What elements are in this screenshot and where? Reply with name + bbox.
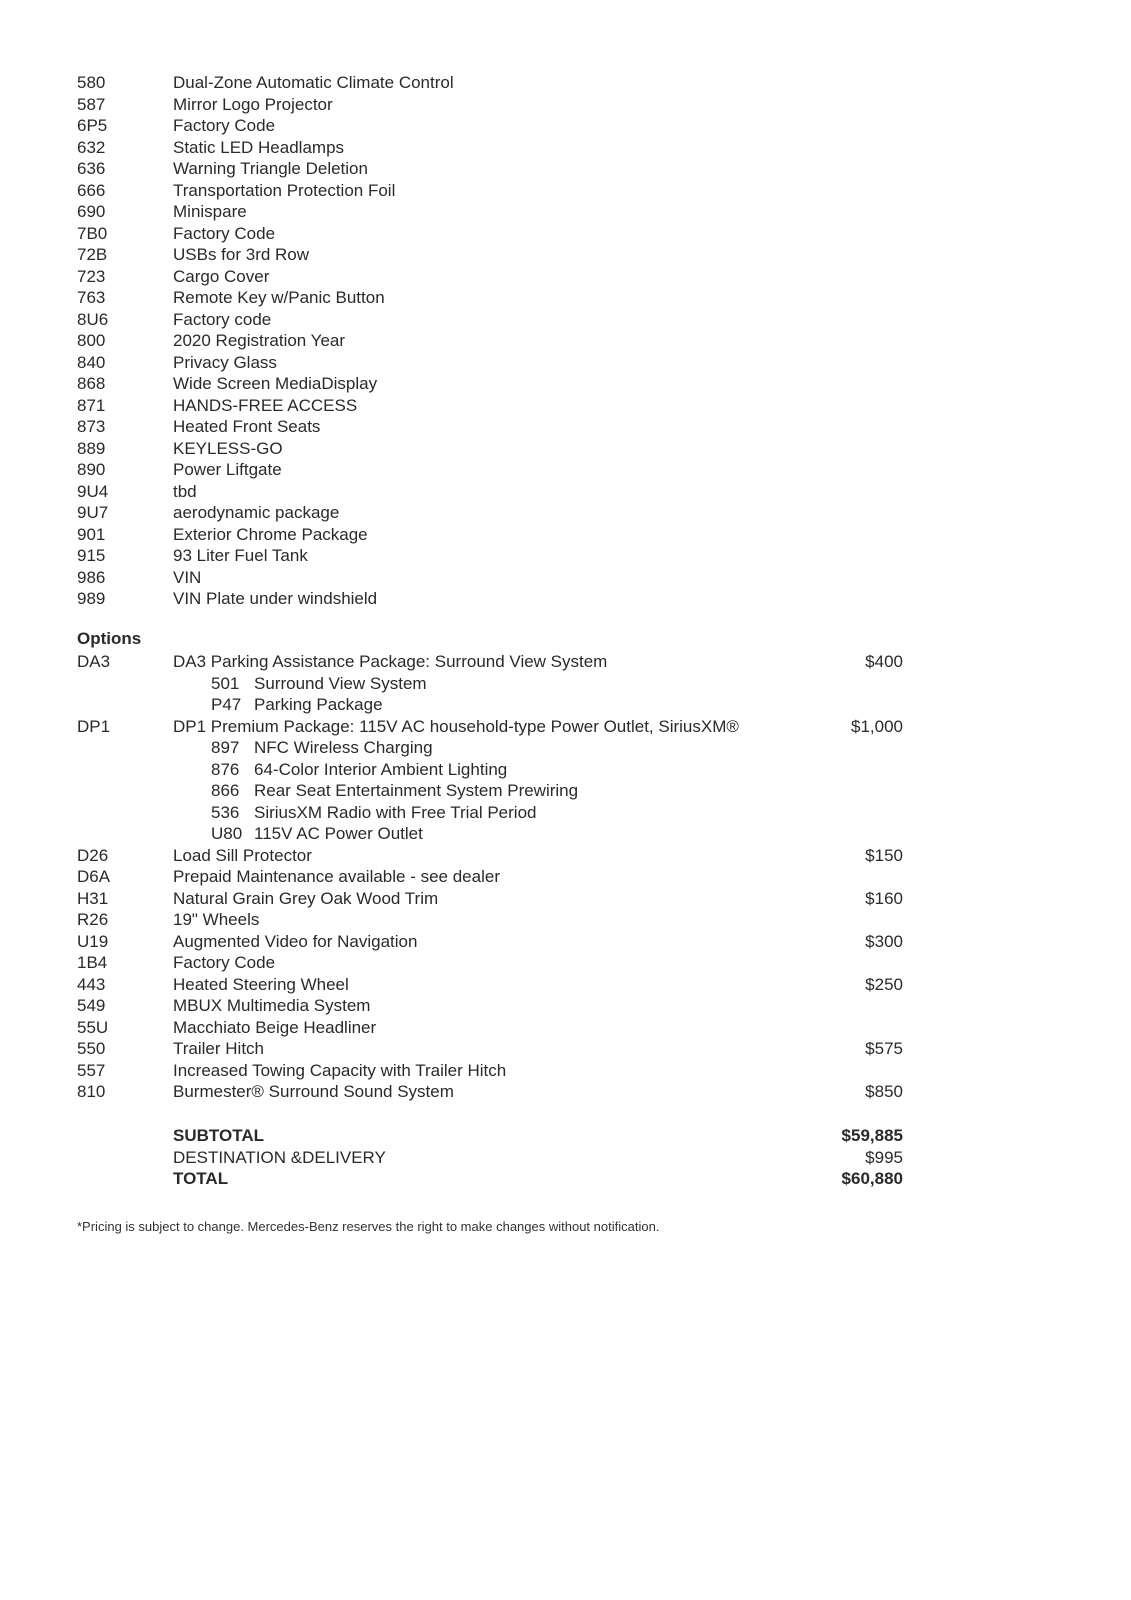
equipment-row xyxy=(0,395,1131,417)
package-sub-item-code: 897 xyxy=(211,738,240,757)
equipment-row xyxy=(0,438,1131,460)
option-row xyxy=(0,888,1131,910)
equipment-code: 889 xyxy=(77,438,106,458)
equipment-code: 723 xyxy=(77,266,106,286)
option-code: 810 xyxy=(77,1082,106,1101)
package-sub-item-description: Parking Package xyxy=(254,695,383,714)
equipment-row xyxy=(0,137,1131,159)
option-description: DP1 Premium Package: 115V AC household-type Power Outlet, SiriusXM® xyxy=(173,716,739,736)
equipment-row xyxy=(0,94,1131,116)
package-sub-item-code: U80 xyxy=(211,824,243,843)
equipment-code: 873 xyxy=(77,417,106,436)
equipment-code: 986 xyxy=(77,567,106,587)
option-code: 550 xyxy=(77,1039,106,1058)
equipment-code: 763 xyxy=(77,288,106,307)
option-row xyxy=(0,1060,1131,1082)
package-sub-item-row xyxy=(0,737,1131,759)
equipment-description: HANDS-FREE ACCESS xyxy=(173,395,358,415)
equipment-code: 8U6 xyxy=(77,309,109,329)
package-sub-item-row xyxy=(0,673,1131,695)
equipment-description: Mirror Logo Projector xyxy=(173,94,333,114)
option-row xyxy=(0,1038,1131,1060)
option-row xyxy=(0,995,1131,1017)
equipment-code: 9U4 xyxy=(77,481,109,501)
equipment-row xyxy=(0,158,1131,180)
equipment-description: Wide Screen MediaDisplay xyxy=(173,374,378,393)
option-row xyxy=(0,1017,1131,1039)
equipment-row xyxy=(0,416,1131,438)
option-code: H31 xyxy=(77,888,109,908)
equipment-row xyxy=(0,201,1131,223)
totals-row xyxy=(0,1168,1131,1190)
equipment-description: Minispare xyxy=(173,202,247,221)
totals-value: $59,885 xyxy=(841,1126,903,1145)
option-code: DP1 xyxy=(77,716,111,736)
option-description: Trailer Hitch xyxy=(173,1039,264,1058)
equipment-description: Remote Key w/Panic Button xyxy=(173,288,385,307)
package-sub-item-code: 866 xyxy=(211,781,240,800)
equipment-row xyxy=(0,588,1131,610)
option-row xyxy=(0,845,1131,867)
package-sub-item-row xyxy=(0,759,1131,781)
package-sub-item-description: Surround View System xyxy=(254,673,427,693)
option-price: $400 xyxy=(865,652,903,671)
option-code: 1B4 xyxy=(77,953,108,972)
equipment-row xyxy=(0,545,1131,567)
equipment-code: 871 xyxy=(77,395,106,415)
option-row xyxy=(0,909,1131,931)
equipment-description: Exterior Chrome Package xyxy=(173,524,368,544)
option-description: Factory Code xyxy=(173,953,276,972)
equipment-description: tbd xyxy=(173,481,197,501)
equipment-description: Transportation Protection Foil xyxy=(173,180,396,200)
equipment-code: 666 xyxy=(77,180,106,200)
totals-value: $995 xyxy=(865,1147,903,1167)
package-sub-item-row xyxy=(0,823,1131,845)
package-sub-item-row xyxy=(0,802,1131,824)
totals-label: DESTINATION &DELIVERY xyxy=(173,1147,386,1167)
equipment-row xyxy=(0,244,1131,266)
equipment-code: 840 xyxy=(77,352,106,372)
option-description: Increased Towing Capacity with Trailer Hitch xyxy=(173,1060,507,1080)
option-price: $150 xyxy=(865,845,903,865)
option-price: $250 xyxy=(865,974,903,994)
equipment-description: Warning Triangle Deletion xyxy=(173,159,368,178)
equipment-code: 890 xyxy=(77,460,106,479)
equipment-description: KEYLESS-GO xyxy=(173,438,283,458)
equipment-row xyxy=(0,567,1131,589)
option-description: Load Sill Protector xyxy=(173,845,312,865)
option-description: Burmester® Surround Sound System xyxy=(173,1082,454,1101)
totals-value: $60,880 xyxy=(841,1169,903,1188)
option-price: $850 xyxy=(865,1082,903,1101)
package-sub-item-row xyxy=(0,694,1131,716)
package-sub-item-description: SiriusXM Radio with Free Trial Period xyxy=(254,802,537,822)
equipment-code: 868 xyxy=(77,374,106,393)
equipment-row xyxy=(0,481,1131,503)
equipment-description: Power Liftgate xyxy=(173,460,282,479)
equipment-row xyxy=(0,524,1131,546)
totals-label: TOTAL xyxy=(173,1169,229,1188)
equipment-row xyxy=(0,115,1131,137)
option-code: R26 xyxy=(77,910,109,929)
option-code: D6A xyxy=(77,867,111,886)
package-sub-item-description: 64-Color Interior Ambient Lighting xyxy=(254,759,508,779)
equipment-code: 7B0 xyxy=(77,223,108,243)
equipment-row xyxy=(0,373,1131,395)
option-row xyxy=(0,974,1131,996)
package-sub-item-code: 876 xyxy=(211,759,240,779)
option-row xyxy=(0,651,1131,673)
equipment-code: 587 xyxy=(77,94,106,114)
equipment-description: Privacy Glass xyxy=(173,352,277,372)
equipment-code: 632 xyxy=(77,137,106,157)
equipment-code: 901 xyxy=(77,524,106,544)
option-description: Augmented Video for Navigation xyxy=(173,931,418,951)
option-code: 443 xyxy=(77,974,106,994)
package-sub-item-code: 536 xyxy=(211,802,240,822)
option-row xyxy=(0,952,1131,974)
package-sub-item-row xyxy=(0,780,1131,802)
totals-label: SUBTOTAL xyxy=(173,1126,264,1145)
option-description: Natural Grain Grey Oak Wood Trim xyxy=(173,888,439,908)
equipment-description: USBs for 3rd Row xyxy=(173,245,310,264)
equipment-description: aerodynamic package xyxy=(173,503,340,522)
equipment-code: 800 xyxy=(77,331,106,350)
option-price: $575 xyxy=(865,1039,903,1058)
equipment-code: 6P5 xyxy=(77,116,108,135)
equipment-code: 636 xyxy=(77,159,106,178)
option-code: 557 xyxy=(77,1060,106,1080)
equipment-description: Factory code xyxy=(173,309,272,329)
package-sub-item-code: P47 xyxy=(211,695,242,714)
totals-row xyxy=(0,1125,1131,1147)
equipment-description: 93 Liter Fuel Tank xyxy=(173,546,308,565)
option-row xyxy=(0,866,1131,888)
package-sub-item-description: Rear Seat Entertainment System Prewiring xyxy=(254,781,579,800)
option-description: Prepaid Maintenance available - see dealer xyxy=(173,867,500,886)
equipment-row xyxy=(0,309,1131,331)
equipment-code: 915 xyxy=(77,546,106,565)
pricing-footnote: *Pricing is subject to change. Mercedes-Benz reserves the right to make changes without notification. xyxy=(77,1219,660,1234)
option-code: D26 xyxy=(77,845,109,865)
option-code: U19 xyxy=(77,931,109,951)
option-price: $160 xyxy=(865,888,903,908)
equipment-row xyxy=(0,502,1131,524)
package-sub-item-description: 115V AC Power Outlet xyxy=(254,824,423,843)
equipment-row xyxy=(0,352,1131,374)
option-code: 55U xyxy=(77,1017,109,1037)
option-description: Heated Steering Wheel xyxy=(173,974,349,994)
equipment-row xyxy=(0,330,1131,352)
package-sub-item-description: NFC Wireless Charging xyxy=(254,738,433,757)
equipment-description: 2020 Registration Year xyxy=(173,331,346,350)
equipment-description: Heated Front Seats xyxy=(173,417,321,436)
option-description: DA3 Parking Assistance Package: Surround View System xyxy=(173,652,608,671)
option-row xyxy=(0,716,1131,738)
options-heading: Options xyxy=(77,629,142,648)
equipment-description: Factory Code xyxy=(173,116,276,135)
equipment-row xyxy=(0,459,1131,481)
option-price: $1,000 xyxy=(851,716,903,736)
totals-row xyxy=(0,1147,1131,1169)
option-description: Macchiato Beige Headliner xyxy=(173,1017,377,1037)
option-code: DA3 xyxy=(77,652,111,671)
option-row xyxy=(0,931,1131,953)
equipment-description: Dual-Zone Automatic Climate Control xyxy=(173,73,454,92)
equipment-code: 580 xyxy=(77,73,106,92)
equipment-code: 9U7 xyxy=(77,503,109,522)
option-description: MBUX Multimedia System xyxy=(173,996,371,1015)
option-code: 549 xyxy=(77,996,106,1015)
equipment-code: 989 xyxy=(77,589,106,608)
equipment-description: Factory Code xyxy=(173,223,276,243)
package-sub-item-code: 501 xyxy=(211,673,240,693)
equipment-code: 690 xyxy=(77,202,106,221)
equipment-description: Static LED Headlamps xyxy=(173,137,345,157)
equipment-row xyxy=(0,266,1131,288)
equipment-description: Cargo Cover xyxy=(173,266,270,286)
option-description: 19" Wheels xyxy=(173,910,260,929)
equipment-row xyxy=(0,72,1131,94)
equipment-description: VIN Plate under windshield xyxy=(173,589,378,608)
equipment-row xyxy=(0,180,1131,202)
equipment-row xyxy=(0,287,1131,309)
option-row xyxy=(0,1081,1131,1103)
equipment-code: 72B xyxy=(77,245,108,264)
option-price: $300 xyxy=(865,931,903,951)
equipment-description: VIN xyxy=(173,567,202,587)
equipment-row xyxy=(0,223,1131,245)
